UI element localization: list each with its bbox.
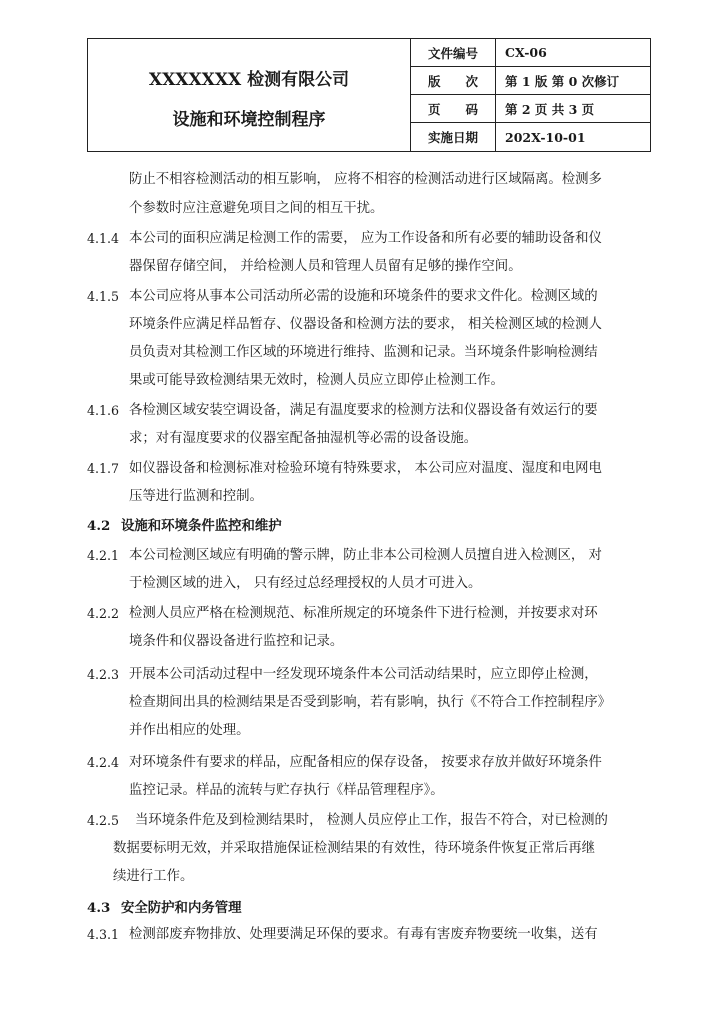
paragraph-line: 本公司的面积应满足检测工作的需要， 应为工作设备和所有必要的辅助设备和仪: [129, 231, 602, 246]
paragraph-line: 器保留存储空间， 并给检测人员和管理人员留有足够的操作空间。: [129, 259, 522, 274]
header-title-cell: [88, 39, 411, 151]
clause-number: 4.2.2: [87, 606, 120, 621]
paragraph-line: 数据要标明无效，并采取措施保证检测结果的有效性，待环境条件恢复正常后再继: [113, 841, 596, 856]
header-label: 文件编号: [411, 39, 496, 66]
header-row-edition: [411, 67, 650, 95]
header-row-page: [411, 95, 650, 123]
section-number: 4.3: [87, 900, 111, 916]
clause-number: 4.1.6: [87, 403, 120, 418]
header-row-doc-number: [411, 39, 650, 67]
section-number: 4.2: [87, 518, 111, 534]
header-row-effective-date: [411, 123, 650, 151]
paragraph-line: 本公司应将从事本公司活动所必需的设施和环境条件的要求文件化。检测区域的: [129, 289, 598, 304]
clause-number: 4.3.1: [87, 927, 120, 942]
paragraph-line: 各检测区域安装空调设备，满足有温度要求的检测方法和仪器设备有效运行的要: [129, 403, 598, 418]
paragraph-line: 开展本公司活动过程中一经发现环境条件本公司活动结果时，应立即停止检测，: [129, 667, 598, 682]
header-label: 实施日期: [411, 123, 496, 151]
header-value: 第 2 页 共 3 页: [505, 101, 595, 117]
clause-number: 4.2.5: [87, 813, 120, 828]
header-meta-cells: [411, 39, 650, 151]
paragraph-line: 求；对有湿度要求的仪器室配备抽湿机等必需的设备设施。: [129, 431, 478, 446]
clause-number: 4.1.5: [87, 289, 120, 304]
paragraph-line: 员负责对其检测工作区域的环境进行维持、监测和记录。当环境条件影响检测结: [129, 345, 598, 360]
paragraph-line: 当环境条件危及到检测结果时， 检测人员应停止工作，报告不符合，对已检测的: [135, 813, 608, 828]
paragraph-line: 如仪器设备和检测标准对检验环境有特殊要求， 本公司应对温度、湿度和电网电: [129, 461, 602, 476]
paragraph-line: 并作出相应的处理。: [129, 723, 250, 738]
header-label: 版 次: [411, 67, 496, 94]
paragraph-line: 检测人员应严格在检测规范、标准所规定的环境条件下进行检测，并按要求对环: [129, 606, 598, 621]
clause-number: 4.2.1: [87, 548, 120, 563]
clause-number: 4.2.3: [87, 667, 120, 682]
paragraph-line: 于检测区域的进入， 只有经过总经理授权的人员才可进入。: [129, 576, 482, 591]
clause-number: 4.2.4: [87, 755, 120, 770]
clause-number: 4.1.7: [87, 461, 120, 476]
section-title: 设施和环境条件监控和维护: [121, 518, 282, 534]
paragraph-line: 续进行工作。: [113, 869, 194, 884]
paragraph-line: 本公司检测区域应有明确的警示牌，防止非本公司检测人员擅自进入检测区， 对: [129, 548, 602, 563]
paragraph-line: 个参数时应注意避免项目之间的相互干扰。: [129, 201, 384, 216]
paragraph-line: 检测部废弃物排放、处理要满足环保的要求。有毒有害废弃物要统一收集，送有: [129, 927, 598, 942]
header-value: 202X-10-01: [505, 129, 586, 145]
header-value: 第 1 版 第 0 次修订: [505, 73, 620, 89]
clause-number: 4.1.4: [87, 231, 120, 246]
header-label: 页 码: [411, 95, 496, 122]
document-title: 设施和环境控制程序: [172, 110, 326, 130]
paragraph-line: 对环境条件有要求的样品，应配备相应的保存设备， 按要求存放并做好环境条件: [129, 755, 602, 770]
company-name: XXXXXXX 检测有限公司: [148, 70, 350, 90]
paragraph-line: 果或可能导致检测结果无效时，检测人员应立即停止检测工作。: [129, 373, 504, 388]
header-value: CX-06: [505, 45, 547, 60]
paragraph-line: 境条件和仪器设备进行监控和记录。: [129, 634, 344, 649]
paragraph-line: 压等进行监测和控制。: [129, 489, 263, 504]
document-header-table: [87, 38, 651, 152]
paragraph-line: 监控记录。样品的流转与贮存执行《样品管理程序》。: [129, 783, 444, 798]
paragraph-line: 检查期间出具的检测结果是否受到影响，若有影响，执行《不符合工作控制程序》: [129, 695, 612, 710]
paragraph-line: 环境条件应满足样品暂存、仪器设备和检测方法的要求， 相关检测区域的检测人: [129, 317, 602, 332]
paragraph-line: 防止不相容检测活动的相互影响， 应将不相容的检测活动进行区域隔离。检测多: [129, 172, 602, 187]
section-title: 安全防护和内务管理: [121, 900, 242, 916]
